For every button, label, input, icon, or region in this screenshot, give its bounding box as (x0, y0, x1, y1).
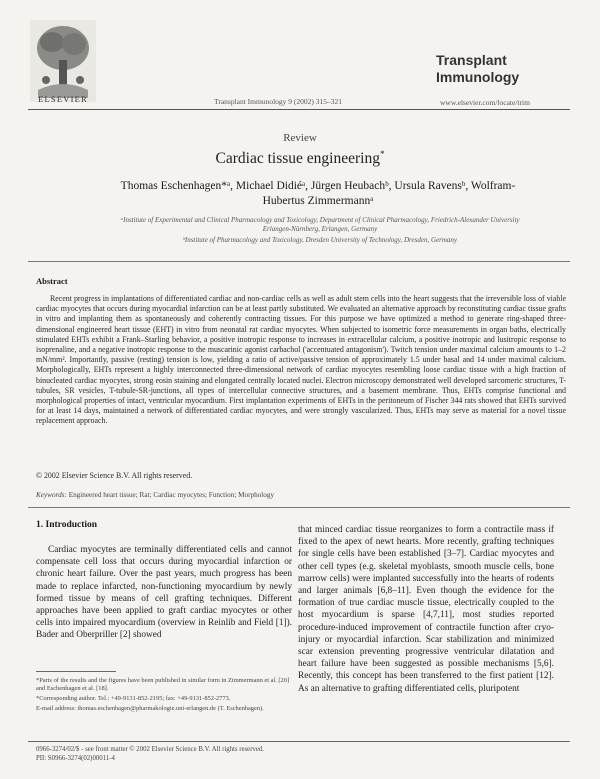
abstract-top-divider (28, 261, 570, 262)
keywords-text: Engineered heart tissue; Rat; Cardiac myocytes; Function; Morphology (68, 491, 275, 499)
publisher-name: ELSEVIER (38, 94, 88, 104)
pii-line: PII: S0966-3274(02)00011-4 (36, 755, 115, 762)
header-divider (28, 109, 570, 110)
publication-info (36, 745, 264, 763)
article-title (0, 149, 600, 168)
abstract-body (36, 294, 566, 427)
author-list (118, 179, 518, 209)
article-title-text: Cardiac tissue engineering (215, 150, 380, 168)
abstract-heading: Abstract (36, 276, 68, 286)
authors-line-1: Thomas Eschenhagen*ᵃ, Michael Didiéᵃ, Jürgen Heubachᵇ, Ursula Ravensᵇ, Wolfram- (120, 180, 516, 192)
footnote-2: *Corresponding author. Tel.: +49-9131-852-2195; fax: +49-9131-852-2773. (36, 695, 231, 702)
elsevier-tree-logo (30, 20, 96, 102)
journal-name: Transplant Immunology (436, 52, 520, 85)
issn-line: 0966-3274/02/$ - see front matter © 2002 Elsevier Science B.V. All rights reserved. (36, 746, 264, 753)
intro-paragraph-2: that minced cardiac tissue reorganizes to form a contractile mass if fixed to the apex of newt hearts. More recently, grafting techniques for single cells have been established [3–7]. Cardiac myocytes and other cell types (e.g. skeletal myoblasts, smooth muscle cells, bone marrow cells) were implanted successfully into the hearts of rodents and larger animals [6,8–11]. Even though the evidence for the formation of true cardiac muscle tissue, electrically coupled to the host myocardium is sparse [4,7,11], most studies reported procedure-induced improvement of contractile function after cryo-injury or myocardial infarction. Scar stabilization and minimized scar extension preventing progressive ventricular dilatation and heart failure have been suggested as possible mechanisms [5,6]. Recently, this concept has been transferred to the first patient [12]. As an alternative to grafting differentiated cells, pluripotent (298, 525, 554, 694)
journal-url[interactable]: www.elsevier.com/locate/trim (440, 98, 530, 107)
keywords-line (36, 491, 274, 499)
footnotes (36, 677, 294, 715)
section-heading-introduction: 1. Introduction (36, 520, 98, 530)
affiliation-a: ᵃInstitute of Experimental and Clinical Pharmacology and Toxicology, Department of Clinical Pharmacology, Friedrich-Alexander University Erlangen-Nürnberg, Erlangen, Germany (120, 216, 520, 233)
abstract-text: Recent progress in implantations of differentiated cardiac and non-cardiac cells as well as adult stem cells into the heart suggests that the irreversible loss of viable cardiac myocytes that occurs during myocardial infarction can be at least partly substituted. We evaluated an alternative approach by reconstituting cardiac tissue grafts in vitro and implanting them as spontaneously and coherently contracting tissues. For this purpose we have optimized a method to generate ring-shaped three-dimensional engineered heart tissue (EHT) in vitro from neonatal rat cardiac myocytes. When subjected to isometric force measurements in organ baths, electrically stimulated EHTs exhibit a Frank–Starling behavior, a positive inotropic response to increases in extracellular calcium, a positive inotropic and lusitropic response to isoprenaline, and a negative inotropic response to the muscarinic agonist carbachol ('accentuated antagonism'). Twitch tension under maximal calcium amounts to 1–2 mN/mm². Importantly, passive (resting) tension is low, yielding a ratio of active/passive tension of approximately 1.5 under basal and 14 under maximal calcium. Morphologically, EHTs represent a highly interconnected three-dimensional network of cardiac myocytes resembling loose cardiac tissue with a high fraction of binucleated cardiac myocytes, strong eosin staining and elongated centrally located nuclei. Electron microscopy demonstrated well developed sarcomeric structures, T-tubules, SR vesicles, T-tubule-SR-junctions, all types of intercellular connective structures, and a basement membrane. Thus, EHTs comprise functional and morphological properties of intact, ventricular myocardium. First implantation experiments of EHTs in the peritoneum of Fischer 344 rats showed that EHTs survived for at least 14 days, maintained a network of differentiated cardiac myocytes, and were strongly vascularized. Thus, EHTs may serve as material for a novel tissue replacement approach. (36, 294, 566, 426)
article-type: Review (283, 132, 317, 144)
footnote-divider (36, 671, 116, 672)
copyright-notice: © 2002 Elsevier Science B.V. All rights reserved. (36, 471, 193, 480)
affiliation-b: ᵇInstitute of Pharmacology and Toxicology, Dresden University of Technology, Dresden, Germany (182, 236, 457, 244)
keywords-label: Keywords: (36, 491, 67, 499)
body-column-left (36, 544, 292, 642)
title-footnote-mark: * (379, 149, 385, 159)
journal-citation: Transplant Immunology 9 (2002) 315–321 (214, 97, 343, 106)
body-column-right (298, 524, 554, 695)
footnote-3: E-mail address: thomas.eschenhagen@pharmakologie.uni-erlangen.de (T. Eschenhagen). (36, 705, 264, 712)
authors-line-2: Hubertus Zimmermannᵃ (262, 195, 374, 207)
intro-paragraph-1: Cardiac myocytes are terminally differentiated cells and cannot compensate cell loss that occurs during myocardial infarction or chronic heart failure. Over the past years, much progress has been made to replace infarcted, non-functioning myocardium by newly formed tissue by means of cell grafting techniques. Different approaches have been applied to graft cardiac myocytes or other cells into impaired myocardium (overview in Reinlib and Field [1]). Bader and Oberpriller [2] showed (36, 545, 292, 641)
bottom-divider (28, 741, 570, 742)
footnote-1: *Parts of the results and the figures have been published in similar form in Zimmermann et al. [20] and Eschenhagen et al. [18]. (36, 677, 290, 692)
abstract-bottom-divider (28, 507, 570, 508)
